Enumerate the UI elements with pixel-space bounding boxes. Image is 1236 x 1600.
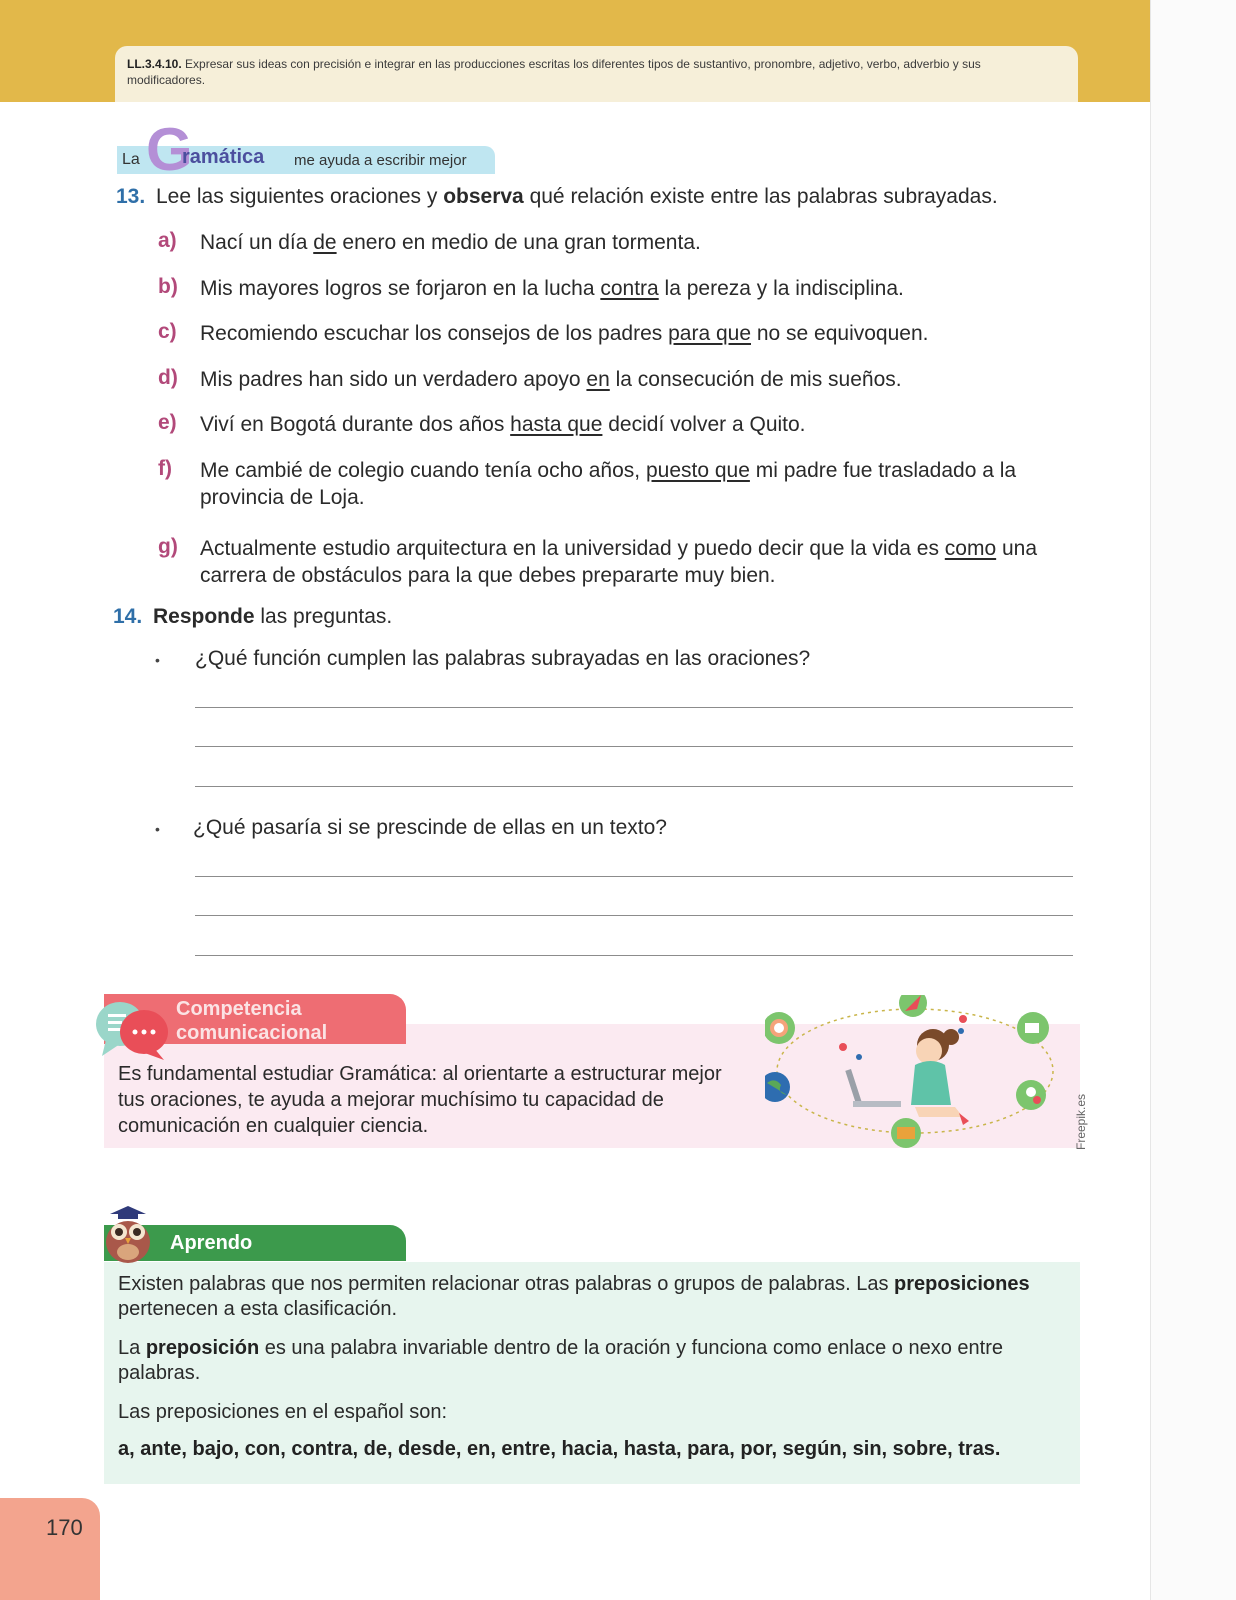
sentence-text-after: mi padre fue trasladado a la provincia de Loja.: [200, 459, 1017, 509]
chat-bubbles-icon: [94, 998, 172, 1060]
question-14-prompt: [153, 605, 392, 629]
aprendo-p2-start: La: [118, 1337, 146, 1359]
aprendo-paragraph-3: Las preposiciones en el español son:: [118, 1401, 448, 1423]
aprendo-p2-bold: preposición: [145, 1337, 260, 1359]
sentence-text-after: enero en medio de una gran tormenta.: [336, 231, 701, 254]
sentence-letter: g): [158, 535, 178, 558]
sentence-text-before: Actualmente estudio arquitectura en la universidad y puedo decir que la vida es: [200, 537, 945, 560]
sentence-text: [200, 229, 1080, 256]
aprendo-p1-bold: preposiciones: [894, 1273, 1030, 1295]
sentence-text-after: no se equivoquen.: [751, 322, 929, 345]
answer-line[interactable]: [195, 876, 1073, 877]
sentence-text-before: Nací un día: [200, 231, 314, 254]
sentence-text-before: Me cambié de colegio cuando tenía ocho años,: [200, 459, 646, 482]
answer-line[interactable]: [195, 955, 1073, 956]
answer-line[interactable]: [195, 786, 1073, 787]
image-credit: Freepik.es: [1074, 1093, 1088, 1150]
sentence-text: [200, 275, 1080, 302]
page-number-tab: [0, 1498, 100, 1600]
page-number: 170: [46, 1515, 83, 1540]
question-14-a: ¿Qué función cumplen las palabras subrayadas en las oraciones?: [195, 647, 811, 670]
question-14-number: 14.: [113, 605, 143, 628]
sentence-text: [200, 411, 1080, 438]
question-14-b: ¿Qué pasaría si se prescinde de ellas en un texto?: [193, 816, 667, 839]
q13-mid: las siguientes oraciones y: [191, 185, 444, 208]
grammar-banner-g-letter: G: [146, 116, 193, 183]
skill-standard-box: [115, 46, 1078, 102]
underlined-word: puesto que: [645, 459, 750, 482]
sentence-letter: c): [158, 320, 177, 343]
question-13-number: 13.: [116, 185, 146, 208]
girl-laptop-illustration: [765, 995, 1065, 1155]
standard-text-cont: modificadores.: [127, 73, 206, 87]
grammar-banner-la: La: [122, 151, 140, 168]
underlined-word: hasta que: [510, 413, 603, 436]
page-edge: [1150, 0, 1236, 1600]
bullet: •: [155, 652, 160, 668]
preposition-list: a, ante, bajo, con, contra, de, desde, en, entre, hacia, hasta, para, por, según, sin, sobre, tras.: [118, 1438, 1001, 1460]
standard-code: LL.3.4.10.: [127, 57, 182, 71]
sentence-text: [200, 320, 1080, 347]
answer-line[interactable]: [195, 746, 1073, 747]
answer-line[interactable]: [195, 707, 1073, 708]
underlined-word: para que: [668, 322, 751, 345]
underlined-word: de: [313, 231, 337, 254]
question-13-prompt: [156, 185, 998, 209]
sentence-text-after: la pereza y la indisciplina.: [658, 277, 904, 300]
underlined-word: contra: [600, 277, 659, 300]
aprendo-p1-start: Existen palabras que nos permiten relacionar otras palabras o grupos de palabras. Las: [118, 1273, 895, 1295]
sentence-letter: d): [158, 366, 178, 389]
aprendo-paragraph-2: [118, 1336, 1058, 1386]
sentence-text: [200, 366, 1080, 393]
q13-verb: Lee: [156, 185, 192, 208]
sentence-letter: e): [158, 411, 177, 434]
answer-line[interactable]: [195, 915, 1073, 916]
owl-icon: [96, 1204, 160, 1264]
competencia-text: Es fundamental estudiar Gramática: al orientarte a estructurar mejor tus oraciones, te ayuda a mejorar muchísimo tu capacidad de comunicación en cualquier ciencia.: [118, 1063, 722, 1137]
sentence-text-before: Mis mayores logros se forjaron en la lucha: [200, 277, 601, 300]
sentence-text-after: decidí volver a Quito.: [602, 413, 806, 436]
aprendo-title: Aprendo: [170, 1232, 253, 1254]
sentence-letter: a): [158, 229, 177, 252]
sentence-letter: f): [158, 457, 172, 480]
competencia-title: [176, 997, 327, 1045]
sentence-text-after: una carrera de obstáculos para la que debes prepararte muy bien.: [200, 537, 1038, 587]
standard-text: Expresar sus ideas con precisión e integrar en las producciones escritas los diferentes tipos de sustantivo, pronombre, adjetivo, verbo, adverbio y sus: [185, 57, 981, 71]
sentence-text: [200, 457, 1080, 511]
grammar-banner-subtitle: me ayuda a escribir mejor: [294, 152, 467, 169]
q14-post: las preguntas.: [254, 605, 393, 628]
sentence-text-before: Recomiendo escuchar los consejos de los padres: [200, 322, 669, 345]
grammar-banner-word: ramática: [182, 146, 265, 168]
sentence-letter: b): [158, 275, 178, 298]
q13-bold: observa: [443, 185, 524, 208]
competencia-title-line2: comunicacional: [176, 1022, 328, 1044]
underlined-word: en: [586, 368, 610, 391]
sentence-text: [200, 535, 1080, 589]
q13-post: qué relación existe entre las palabras subrayadas.: [523, 185, 998, 208]
sentence-text-before: Mis padres han sido un verdadero apoyo: [200, 368, 587, 391]
aprendo-p2-end: es una palabra invariable dentro de la oración y funciona como enlace o nexo entre palabras.: [118, 1337, 1003, 1384]
q14-bold: Responde: [153, 605, 255, 628]
aprendo-p1-end: pertenecen a esta clasificación.: [118, 1298, 398, 1320]
bullet: •: [155, 821, 160, 837]
sentence-text-before: Viví en Bogotá durante dos años: [200, 413, 511, 436]
sentence-text-after: la consecución de mis sueños.: [609, 368, 902, 391]
underlined-word: como: [944, 537, 997, 560]
competencia-title-line1: Competencia: [176, 998, 302, 1020]
aprendo-paragraph-1: [118, 1272, 1058, 1322]
